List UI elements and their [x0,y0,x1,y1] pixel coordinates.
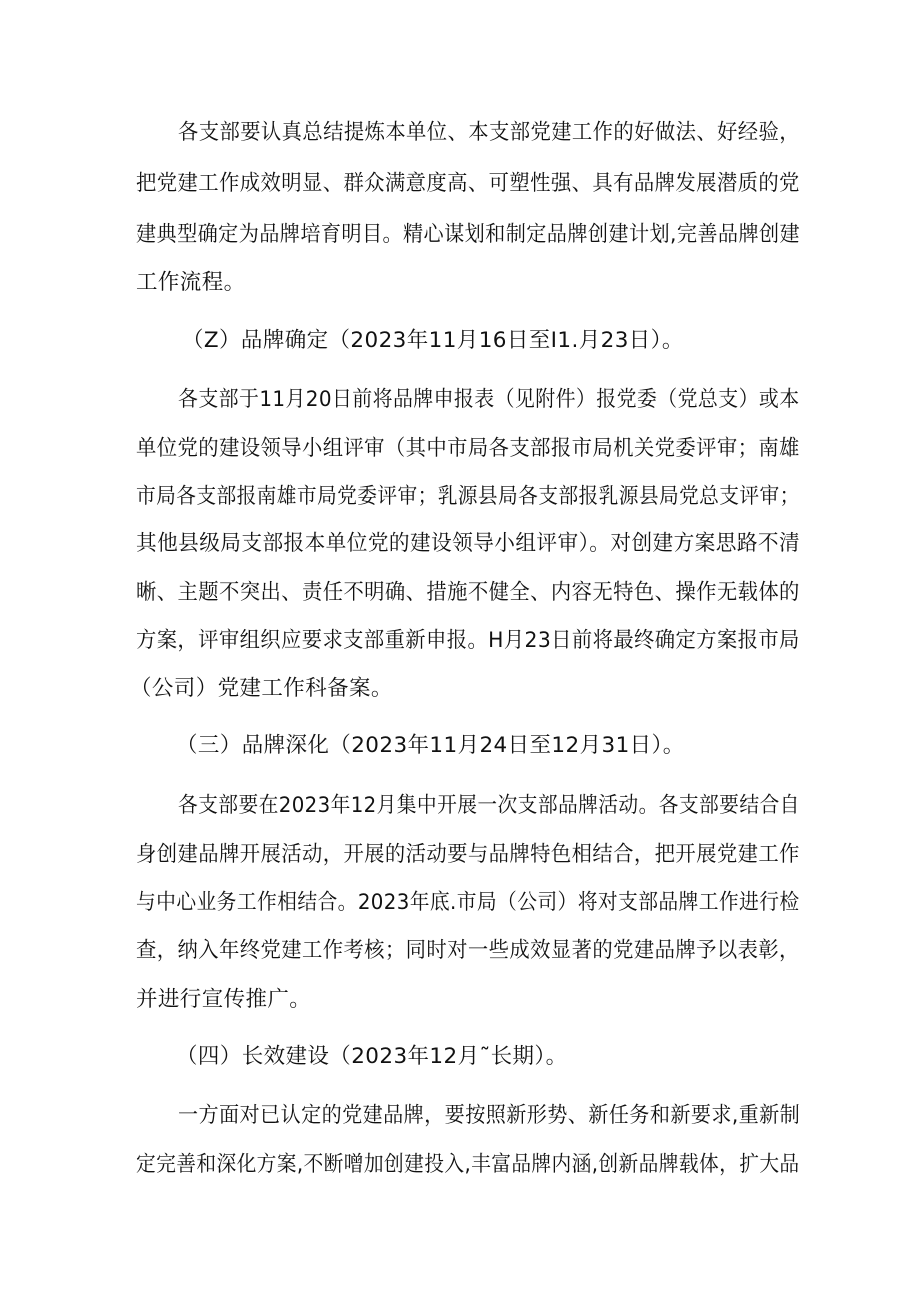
body-line: 并进行宣传推广。 [136,987,312,1012]
section-heading: （Z）品牌确定（2023年11月16日至I1.月23日）。 [182,328,684,353]
body-line: 各支部于11月20日前将品牌申报表（见附件）报党委（党总支）或本 [178,387,800,412]
body-line: （公司）党建工作科备案。 [130,676,393,701]
body-line: 其他县级局支部报本单位党的建设领导小组评审）。对创建方案思路不清 [136,531,801,556]
body-line: 市局各支部报南雄市局党委评审；乳源县局各支部报乳源县局党总支评审； [136,484,800,509]
body-line: 身创建品牌开展活动，开展的活动要与品牌特色相结合，把开展党建工作 [136,842,800,867]
body-line: 工作流程。 [136,270,246,295]
body-line: 建典型确定为品牌培育明目。精心谋划和制定品牌创建计划,完善品牌创建 [136,222,801,247]
body-line: 单位党的建设领导小组评审（其中市局各支部报市局机关党委评审；南雄 [136,436,800,461]
section-heading: （四）长效建设（2023年12月˜长期）。 [176,1044,568,1069]
body-line: 把党建工作成效明显、群众满意度高、可塑性强、具有品牌发展潜质的党 [136,171,800,196]
body-line: 查，纳入年终党建工作考核；同时对一些成效显著的党建品牌予以表彰， [136,938,800,963]
body-line: 方案，评审组织应要求支部重新申报。H月23日前将最终确定方案报市局 [136,628,800,653]
body-line: 各支部要在2023年12月集中开展一次支部品牌活动。各支部要结合自 [178,793,800,818]
body-line: 一方面对已认定的党建品牌，要按照新形势、新任务和新要求,重新制 [178,1103,801,1128]
section-heading: （三）品牌深化（2023年11月24日至12月31日）。 [176,733,685,758]
body-line: 晰、主题不突出、责任不明确、措施不健全、内容无特色、操作无载体的 [136,580,800,605]
body-line: 各支部要认真总结提炼本单位、本支部党建工作的好做法、好经验， [178,120,800,145]
body-line: 与中心业务工作相结合。2023年底.市局（公司）将对支部品牌工作进行检 [136,890,800,915]
body-line: 定完善和深化方案,不断噌加创建投入,丰富品牌内涵,创新品牌载体，扩大品 [136,1152,800,1177]
